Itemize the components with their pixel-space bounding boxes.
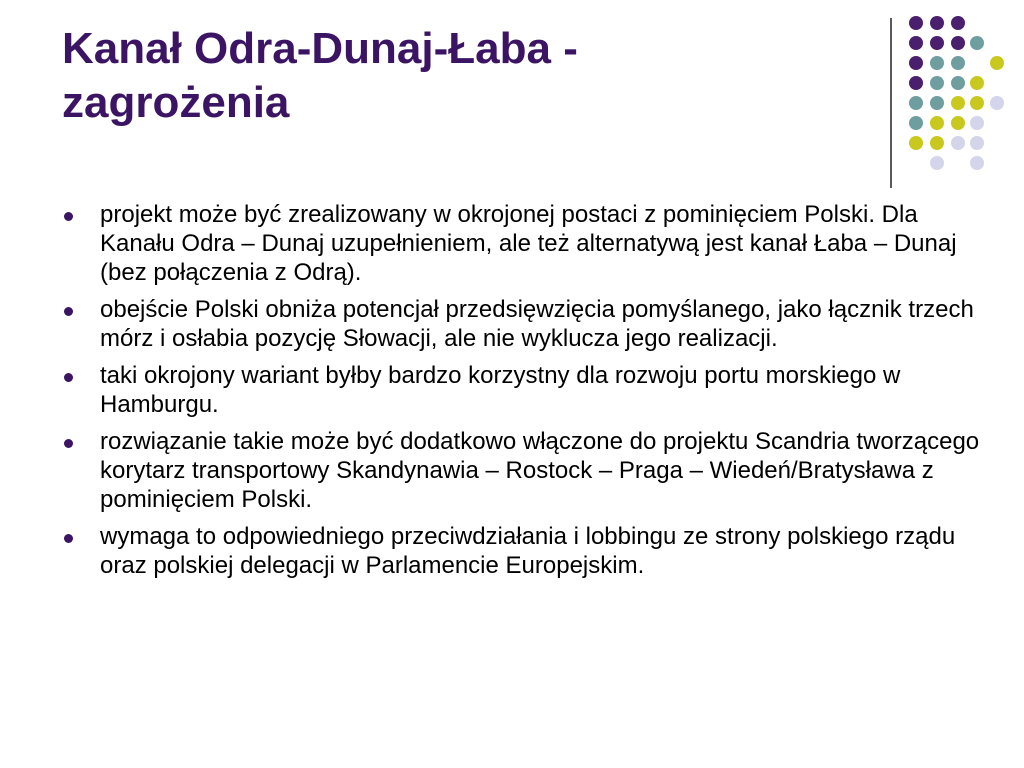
decor-dot-olive: [951, 116, 965, 130]
bullet-text: rozwiązanie takie może być dodatkowo włączone do projektu Scandria tworzącego korytarz transportowy Skandynawia – Rostock – Praga – Wiedeń/Bratysława z pominięciem Polski.: [100, 428, 980, 513]
decor-dot-teal: [951, 76, 965, 90]
decor-dot-purple: [951, 36, 965, 50]
bullet-text: obejście Polski obniża potencjał przedsięwzięcia pomyślanego, jako łącznik trzech mórz i osłabia pozycję Słowacji, ale nie wyklucza jego realizacji.: [100, 296, 974, 352]
title-line-2: zagrożenia: [62, 78, 290, 127]
decor-dot-lavender: [970, 116, 984, 130]
bullet-item: [62, 200, 982, 287]
bullet-dot-icon: [64, 439, 73, 448]
decor-dot-purple: [930, 36, 944, 50]
decor-dot-olive: [970, 96, 984, 110]
decor-dot-olive: [970, 76, 984, 90]
decor-dot-olive: [951, 96, 965, 110]
bullet-dot-icon: [64, 373, 73, 382]
bullet-text: projekt może być zrealizowany w okrojonej postaci z pominięciem Polski. Dla Kanału Odra – Dunaj uzupełnieniem, ale też alternatywą jest kanał Łaba – Dunaj (bez połączenia z Odrą).: [100, 201, 957, 286]
bullet-dot-icon: [64, 307, 73, 316]
decorative-divider: [890, 18, 892, 188]
decor-dot-lavender: [951, 136, 965, 150]
decor-dot-teal: [909, 116, 923, 130]
decor-dot-teal: [930, 56, 944, 70]
decor-dot-olive: [990, 56, 1004, 70]
bullet-text: wymaga to odpowiedniego przeciwdziałania i lobbingu ze strony polskiego rządu oraz polskiej delegacji w Parlamencie Europejskim.: [100, 523, 956, 579]
decor-dot-purple: [909, 36, 923, 50]
bullet-list: [62, 200, 982, 588]
title-line-1: Kanał Odra-Dunaj-Łaba -: [62, 24, 578, 73]
bullet-text: taki okrojony wariant byłby bardzo korzystny dla rozwoju portu morskiego w Hamburgu.: [100, 362, 901, 418]
decor-dot-purple: [930, 16, 944, 30]
bullet-item: [62, 522, 982, 580]
bullet-dot-icon: [64, 212, 73, 221]
slide-title: [62, 22, 862, 130]
decor-dot-teal: [951, 56, 965, 70]
decor-dot-teal: [930, 96, 944, 110]
decor-dot-olive: [930, 136, 944, 150]
decor-dot-olive: [930, 116, 944, 130]
decor-dot-purple: [951, 16, 965, 30]
decor-dot-olive: [909, 136, 923, 150]
decor-dot-lavender: [930, 156, 944, 170]
decor-dot-purple: [909, 76, 923, 90]
decor-dot-purple: [909, 16, 923, 30]
bullet-item: [62, 361, 982, 419]
decor-dot-lavender: [990, 96, 1004, 110]
bullet-dot-icon: [64, 534, 73, 543]
bullet-item: [62, 295, 982, 353]
decor-dot-lavender: [970, 136, 984, 150]
decor-dot-teal: [930, 76, 944, 90]
decor-dot-purple: [909, 56, 923, 70]
decor-dot-teal: [970, 36, 984, 50]
decor-dot-lavender: [970, 156, 984, 170]
bullet-item: [62, 427, 982, 514]
decor-dot-teal: [909, 96, 923, 110]
